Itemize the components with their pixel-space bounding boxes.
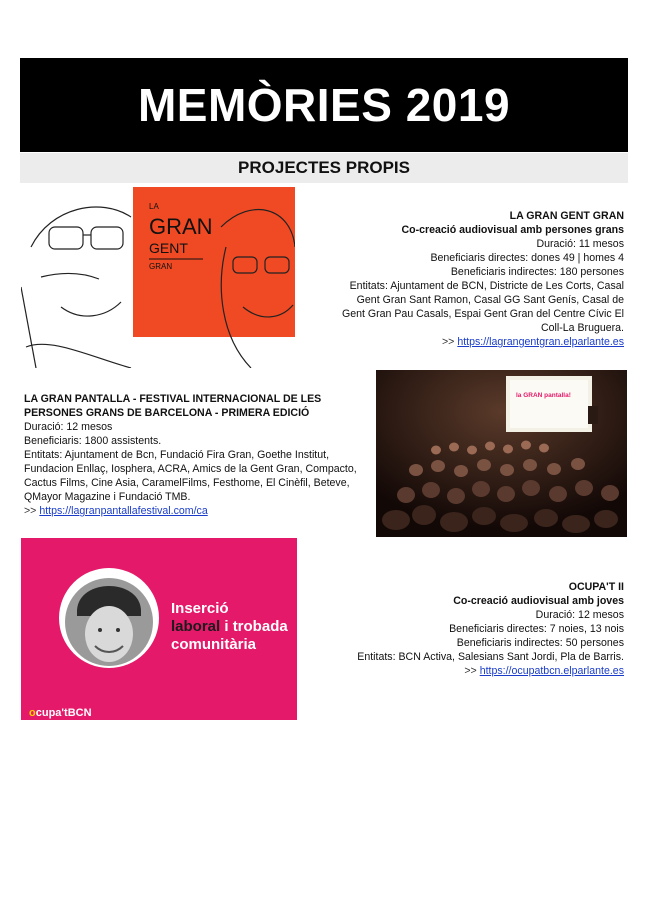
project-la-gran-gent-gran	[330, 209, 624, 349]
cinema-audience-image	[376, 370, 627, 537]
project-indirect-beneficiaries: Beneficiaris indirectes: 180 persones	[450, 266, 624, 278]
project-entities: Entitats: BCN Activa, Salesians Sant Jordi, Pla de Barris.	[357, 651, 624, 663]
svg-text:GRAN: GRAN	[149, 262, 173, 271]
logo-mid: cupa't	[35, 707, 68, 719]
svg-text:GENT: GENT	[149, 240, 188, 256]
image-heading-line	[171, 618, 288, 636]
project-name-line: PERSONES GRANS DE BARCELONA - PRIMERA EDICIÓ	[24, 407, 310, 419]
project-entities-line: QMayor Magazine i Fundació TMB.	[24, 491, 191, 503]
project-direct-beneficiaries: Beneficiaris directes: 7 noies, 13 nois	[449, 623, 624, 635]
project-link[interactable]: https://ocupatbcn.elparlante.es	[479, 665, 624, 677]
project-link-row	[330, 664, 624, 678]
project-ocupat	[330, 580, 624, 678]
image-heading-line: comunitària	[171, 636, 257, 653]
logo-letter: o	[29, 707, 36, 719]
project-name-line: LA GRAN PANTALLA - FESTIVAL INTERNACIONAL DE LES	[24, 393, 322, 405]
project-link-row	[24, 504, 374, 518]
project-entities-line: Entitats: Ajuntament de BCN, Districte de Les Corts, Casal	[349, 280, 624, 292]
image-heading	[171, 600, 288, 654]
project-link[interactable]: https://lagrangentgran.elparlante.es	[457, 336, 624, 348]
project-duration: Duració: 12 mesos	[24, 421, 113, 433]
project-entities-line: Fundacion Enllaç, Iosphera, ACRA, Amics de la Gent Gran, Compacto,	[24, 463, 357, 475]
link-prefix: >>	[464, 665, 477, 677]
logo-bcn: BCN	[67, 707, 92, 719]
heading-rest: i trobada	[220, 618, 288, 635]
project-entities-line: Coll-La Bruguera.	[540, 322, 624, 334]
svg-text:ocupa'tBCN	[29, 707, 92, 719]
la-gran-gent-gran-image	[21, 187, 295, 368]
svg-text:GRAN: GRAN	[149, 214, 213, 239]
project-subtitle: Co-creació audiovisual amb persones grans	[401, 224, 624, 236]
project-subtitle: Co-creació audiovisual amb joves	[453, 595, 624, 607]
image-heading-line: Inserció	[171, 600, 229, 617]
project-name: LA GRAN GENT GRAN	[509, 210, 624, 222]
screen-text: la GRAN pantalla!	[516, 392, 571, 399]
project-beneficiaries: Beneficiaris: 1800 assistents.	[24, 435, 162, 447]
link-prefix: >>	[442, 336, 455, 348]
project-indirect-beneficiaries: Beneficiaris indirectes: 50 persones	[456, 637, 624, 649]
project-duration: Duració: 12 mesos	[535, 609, 624, 621]
svg-text:LA: LA	[149, 202, 159, 211]
page-title: MEMÒRIES 2019	[20, 58, 628, 152]
project-entities-line: Gent Gran Sant Ramon, Casal GG Sant Genís, Casal de	[356, 294, 624, 306]
project-entities-line: Cactus Films, Cine Asia, CaramelFilms, Festhome, El Cinèfil, Beteve,	[24, 477, 350, 489]
project-la-gran-pantalla	[24, 392, 374, 518]
project-link-row	[330, 335, 624, 349]
highlight-word: laboral	[171, 618, 221, 635]
project-duration: Duració: 11 mesos	[536, 238, 624, 250]
project-name: OCUPA'T II	[568, 581, 624, 593]
project-direct-beneficiaries: Beneficiaris directes: dones 49 | homes 4	[430, 252, 624, 264]
section-subtitle: PROJECTES PROPIS	[20, 153, 628, 183]
project-entities-line: Entitats: Ajuntament de Bcn, Fundació Fira Gran, Goethe Institut,	[24, 449, 330, 461]
link-prefix: >>	[24, 505, 37, 517]
project-entities-line: Gent Gran Pau Casals, Espai Gent Gran del Centre Cívic El	[341, 308, 624, 320]
ocupat-bcn-image	[21, 538, 297, 720]
project-link[interactable]: https://lagranpantallafestival.com/ca	[39, 505, 208, 517]
